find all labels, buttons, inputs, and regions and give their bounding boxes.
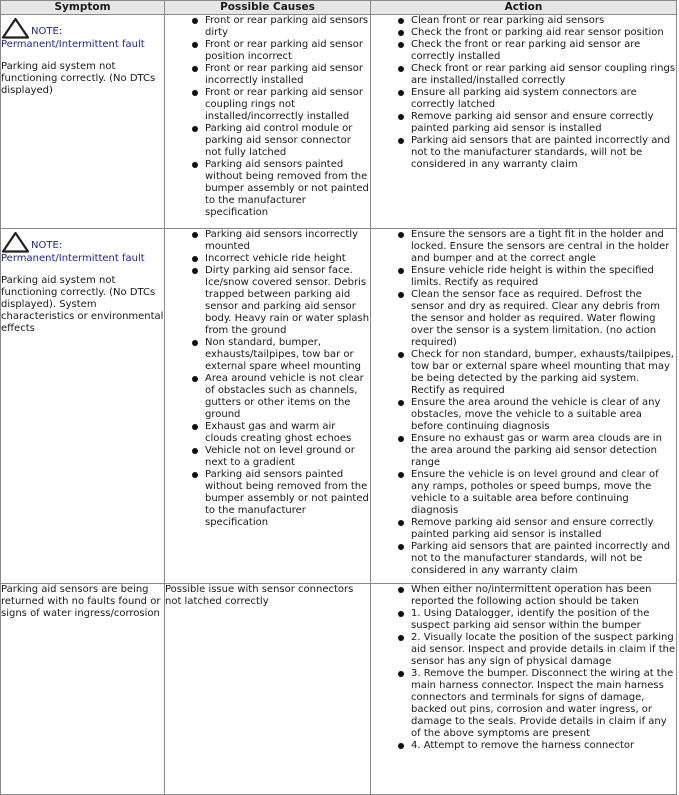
symptom-cell bbox=[1, 15, 165, 229]
list-item: Ensure no exhaust gas or warm area clouds are in the area around the parking aid sensor detection range bbox=[411, 433, 676, 469]
symptom-text: Parking aid system not functioning correctly. (No DTCs displayed). System characteristics or environmental effects bbox=[1, 275, 164, 334]
list-item: Check the front or rear parking aid sensor are correctly installed bbox=[411, 39, 676, 63]
table-row bbox=[1, 15, 677, 229]
note-line bbox=[1, 229, 164, 253]
fault-type: Permanent/Intermittent fault bbox=[1, 253, 145, 264]
list-item: 3. Remove the bumper. Disconnect the wiring at the main harness connector. Inspect the main harness connectors and terminals for signs of damage, backed out pins, corrosion and water ingress, or damage to the seals. Provide details in claim if any of the above symptoms are present bbox=[411, 668, 676, 740]
list-item: Parking aid control module or parking aid sensor connector not fully latched bbox=[205, 123, 370, 159]
list-item: Remove parking aid sensor and ensure correctly painted parking aid sensor is installed bbox=[411, 517, 676, 541]
possible-causes-cell bbox=[165, 229, 371, 584]
causes-list bbox=[165, 229, 370, 529]
action-cell bbox=[371, 584, 677, 795]
list-item: Front or rear parking aid sensors dirty bbox=[205, 15, 369, 38]
actions-list bbox=[371, 584, 676, 752]
list-item: When either no/intermittent operation has been reported the following action should be taken bbox=[411, 584, 676, 608]
warning-triangle-icon bbox=[1, 231, 30, 253]
list-item: Parking aid sensors that are painted incorrectly and not to the manufacturer standards, will not be considered in any warranty claim bbox=[411, 541, 676, 577]
symptom-cell bbox=[1, 229, 165, 584]
list-item: 1. Using Datalogger, identify the position of the suspect parking aid sensor within the bumper bbox=[411, 608, 676, 632]
list-item: Parking aid sensors incorrectly mounted bbox=[205, 229, 370, 253]
header-possible-causes: Possible Causes bbox=[165, 1, 371, 15]
list-item: Front or rear parking aid sensor position incorrect bbox=[205, 39, 370, 63]
fault-type: Permanent/Intermittent fault bbox=[1, 39, 145, 50]
list-item: Front or rear parking aid sensor coupling rings not installed/incorrectly installed bbox=[205, 87, 370, 123]
list-item: Vehicle not on level ground or next to a gradient bbox=[205, 445, 370, 469]
table-row bbox=[1, 229, 677, 584]
actions-list bbox=[371, 15, 676, 171]
list-item: 2. Visually locate the position of the suspect parking aid sensor. Inspect and provide details in claim if the sensor has any sign of physical damage bbox=[411, 632, 676, 667]
table-row bbox=[1, 584, 677, 795]
warning-triangle-icon bbox=[1, 17, 30, 39]
list-item: Parking aid sensors painted without being removed from the bumper assembly or not painted to the manufacturer specification bbox=[205, 469, 369, 528]
header-action: Action bbox=[371, 1, 677, 15]
list-item: Ensure the area around the vehicle is clear of any obstacles, move the vehicle to a suitable area before continuing diagnosis bbox=[411, 397, 676, 433]
action-cell bbox=[371, 229, 677, 584]
list-item: Check front or rear parking aid sensor coupling rings are installed/installed correctly bbox=[411, 63, 676, 86]
list-item: Remove parking aid sensor and ensure correctly painted parking aid sensor is installed bbox=[411, 111, 676, 135]
list-item: 4. Attempt to remove the harness connector bbox=[411, 740, 676, 752]
cause-text: Possible issue with sensor connectors not latched correctly bbox=[165, 584, 354, 607]
list-item: Clean front or rear parking aid sensors bbox=[411, 15, 676, 27]
list-item: Check the front or parking aid rear sensor position bbox=[411, 27, 676, 39]
actions-list bbox=[371, 229, 676, 577]
list-item: Non standard, bumper, exhausts/tailpipes, tow bar or external spare wheel mounting bbox=[205, 337, 370, 373]
list-item: Ensure vehicle ride height is within the specified limits. Rectify as required bbox=[411, 265, 676, 289]
action-cell bbox=[371, 15, 677, 229]
list-item: Ensure all parking aid system connectors are correctly latched bbox=[411, 87, 676, 111]
list-item: Clean the sensor face as required. Defrost the sensor and dry as required. Clear any debris from the sensor and holder as required. Water flowing over the sensor is a system limitation. (no action required) bbox=[411, 289, 676, 349]
symptom-cell bbox=[1, 584, 165, 795]
list-item: Check for non standard, bumper, exhausts/tailpipes, tow bar or external spare wheel mounting that may be being detected by the parking aid system. Rectify as required bbox=[411, 349, 676, 397]
list-item: Front or rear parking aid sensor incorrectly installed bbox=[205, 63, 370, 87]
possible-causes-cell bbox=[165, 15, 371, 229]
symptom-text: Parking aid system not functioning correctly. (No DTCs displayed) bbox=[1, 61, 156, 96]
header-row bbox=[1, 1, 677, 15]
possible-causes-cell bbox=[165, 584, 371, 795]
list-item: Dirty parking aid sensor face. Ice/snow covered sensor. Debris trapped between parking aid sensor and parking aid sensor body. Heavy rain or water splash from the ground bbox=[205, 265, 370, 336]
header-symptom: Symptom bbox=[1, 1, 165, 15]
list-item: Area around vehicle is not clear of obstacles such as channels, gutters or other items on the ground bbox=[205, 373, 370, 421]
list-item: Incorrect vehicle ride height bbox=[205, 253, 370, 265]
symptom-text: Parking aid sensors are being returned with no faults found or signs of water ingress/corrosion bbox=[1, 584, 161, 619]
list-item: Parking aid sensors painted without being removed from the bumper assembly or not painted to the manufacturer specification bbox=[205, 159, 369, 218]
list-item: Ensure the sensors are a tight fit in the holder and locked. Ensure the sensors are central in the holder and bumper and at the correct angle bbox=[411, 229, 676, 265]
causes-list bbox=[165, 15, 370, 219]
list-item: Exhaust gas and warm air clouds creating ghost echoes bbox=[205, 421, 370, 445]
list-item: Parking aid sensors that are painted incorrectly and not to the manufacturer standards, will not be considered in any warranty claim bbox=[411, 135, 676, 171]
list-item: Ensure the vehicle is on level ground and clear of any ramps, potholes or speed bumps, move the vehicle to a suitable area before continuing diagnosis bbox=[411, 469, 676, 517]
note-label: NOTE: bbox=[31, 240, 63, 251]
note-label: NOTE: bbox=[31, 26, 63, 37]
note-line bbox=[1, 15, 164, 39]
